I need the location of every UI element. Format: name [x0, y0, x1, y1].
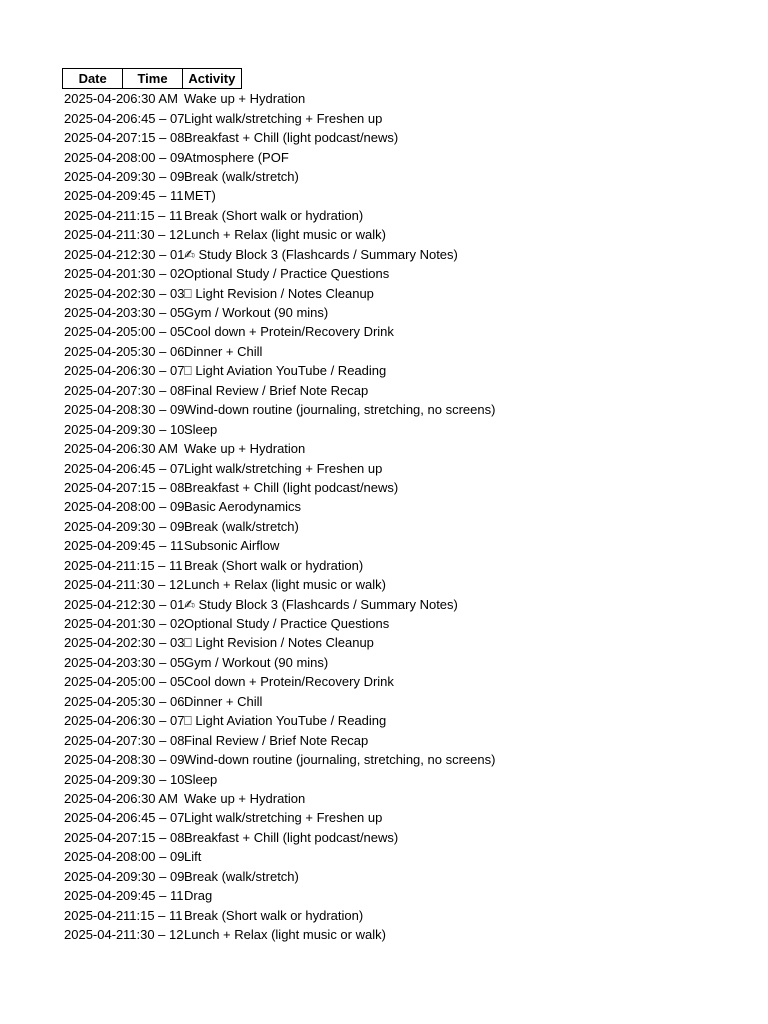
time-cell: 07:30 – 08: [123, 733, 184, 747]
date-cell: 2025-04-2: [64, 325, 123, 339]
time-cell: 07:15 – 08: [123, 131, 184, 145]
header-time: Time: [123, 69, 182, 88]
time-cell: 06:30 AM: [123, 442, 178, 456]
activity-cell: Optional Study / Practice Questions: [184, 266, 390, 282]
time-cell: 11:30 – 12: [123, 928, 184, 942]
activity-cell: Drag: [184, 888, 213, 904]
activity-cell: ⎕ Light Revision / Notes Cleanup: [184, 285, 374, 301]
table-row: [62, 361, 722, 380]
table-row: [62, 458, 722, 477]
table-row: [62, 556, 722, 575]
date-cell: 2025-04-2: [64, 655, 123, 669]
activity-cell: Atmosphere (POF: [184, 149, 289, 165]
table-row: [62, 303, 722, 322]
time-cell: 12:30 – 01: [123, 247, 184, 261]
table-row: [62, 614, 722, 633]
table-row: [62, 400, 722, 419]
table-row: [62, 633, 722, 652]
time-cell: 05:30 – 06: [123, 694, 184, 708]
time-cell: 02:30 – 03: [123, 286, 184, 300]
table-row: [62, 692, 722, 711]
date-cell: 2025-04-2: [64, 383, 123, 397]
date-cell: 2025-04-2: [64, 830, 123, 844]
activity-cell: Lunch + Relax (light music or walk): [184, 577, 386, 593]
activity-cell: Optional Study / Practice Questions: [184, 616, 390, 632]
table-row: [62, 847, 722, 866]
activity-cell: Cool down + Protein/Recovery Drink: [184, 324, 394, 340]
date-cell: 2025-04-2: [64, 617, 123, 631]
table-row: [62, 322, 722, 341]
date-cell: 2025-04-2: [64, 150, 123, 164]
time-cell: 08:30 – 09: [123, 753, 184, 767]
time-cell: 09:30 – 10: [123, 422, 184, 436]
date-cell: 2025-04-2: [64, 772, 123, 786]
activity-cell: Lift: [184, 849, 202, 865]
date-cell: 2025-04-2: [64, 286, 123, 300]
time-cell: 06:45 – 07: [123, 461, 184, 475]
table-row: [62, 905, 722, 924]
time-cell: 09:45 – 11: [123, 889, 184, 903]
date-cell: 2025-04-2: [64, 928, 123, 942]
schedule-sheet: [62, 68, 722, 944]
activity-cell: Sleep: [184, 421, 218, 437]
date-cell: 2025-04-2: [64, 519, 123, 533]
time-cell: 09:30 – 10: [123, 772, 184, 786]
activity-cell: Light walk/stretching + Freshen up: [184, 460, 383, 476]
header-date: Date: [63, 69, 123, 88]
table-row: [62, 886, 722, 905]
table-row: [62, 711, 722, 730]
time-cell: 01:30 – 02: [123, 267, 184, 281]
activity-cell: Gym / Workout (90 mins): [184, 654, 329, 670]
table-row: [62, 653, 722, 672]
activity-cell: Wake up + Hydration: [184, 790, 306, 806]
date-cell: 2025-04-2: [64, 694, 123, 708]
activity-cell: Gym / Workout (90 mins): [184, 305, 329, 321]
date-cell: 2025-04-2: [64, 733, 123, 747]
date-cell: 2025-04-2: [64, 908, 123, 922]
time-cell: 08:00 – 09: [123, 500, 184, 514]
activity-cell: Breakfast + Chill (light podcast/news): [184, 130, 399, 146]
date-cell: 2025-04-2: [64, 811, 123, 825]
activity-cell: Wind-down routine (journaling, stretching, no screens): [184, 752, 496, 768]
activity-cell: Break (walk/stretch): [184, 868, 299, 884]
time-cell: 09:45 – 11: [123, 539, 184, 553]
table-row: [62, 517, 722, 536]
activity-cell: Break (Short walk or hydration): [184, 557, 364, 573]
time-cell: 07:15 – 08: [123, 480, 184, 494]
date-cell: 2025-04-2: [64, 791, 123, 805]
time-cell: 02:30 – 03: [123, 636, 184, 650]
date-cell: 2025-04-2: [64, 422, 123, 436]
time-cell: 06:30 – 07: [123, 714, 184, 728]
activity-cell: Light walk/stretching + Freshen up: [184, 810, 383, 826]
date-cell: 2025-04-2: [64, 344, 123, 358]
activity-cell: Lunch + Relax (light music or walk): [184, 927, 386, 943]
date-cell: 2025-04-2: [64, 442, 123, 456]
date-cell: 2025-04-2: [64, 403, 123, 417]
activity-cell: Wake up + Hydration: [184, 91, 306, 107]
date-cell: 2025-04-2: [64, 558, 123, 572]
table-row: [62, 381, 722, 400]
table-row: [62, 439, 722, 458]
table-row: [62, 147, 722, 166]
table-row: [62, 225, 722, 244]
date-cell: 2025-04-2: [64, 306, 123, 320]
activity-cell: Break (Short walk or hydration): [184, 207, 364, 223]
time-cell: 06:30 – 07: [123, 364, 184, 378]
activity-cell: Wake up + Hydration: [184, 441, 306, 457]
activity-cell: ⎕ Light Revision / Notes Cleanup: [184, 635, 374, 651]
activity-cell: Dinner + Chill: [184, 343, 263, 359]
table-row: [62, 769, 722, 788]
time-cell: 05:00 – 05: [123, 325, 184, 339]
table-row: [62, 594, 722, 613]
date-cell: 2025-04-2: [64, 597, 123, 611]
activity-cell: Final Review / Brief Note Recap: [184, 732, 369, 748]
activity-cell: Wind-down routine (journaling, stretching, no screens): [184, 402, 496, 418]
date-cell: 2025-04-2: [64, 714, 123, 728]
activity-cell: ✍ Study Block 3 (Flashcards / Summary Notes): [184, 246, 458, 262]
header-activity: Activity: [188, 71, 236, 86]
time-cell: 08:00 – 09: [123, 150, 184, 164]
table-row: [62, 730, 722, 749]
table-row: [62, 419, 722, 438]
table-row: [62, 750, 722, 769]
time-cell: 03:30 – 05: [123, 306, 184, 320]
time-cell: 11:30 – 12: [123, 578, 184, 592]
time-cell: 09:45 – 11: [123, 189, 184, 203]
table-row: [62, 478, 722, 497]
activity-cell: Final Review / Brief Note Recap: [184, 382, 369, 398]
table-body: [62, 89, 722, 944]
table-row: [62, 283, 722, 302]
table-row: [62, 128, 722, 147]
time-cell: 11:15 – 11: [123, 558, 183, 572]
activity-cell: ⎕ Light Aviation YouTube / Reading: [184, 363, 387, 379]
date-cell: 2025-04-2: [64, 247, 123, 261]
table-row: [62, 89, 722, 108]
time-cell: 11:30 – 12: [123, 228, 184, 242]
activity-cell: Break (Short walk or hydration): [184, 907, 364, 923]
table-row: [62, 497, 722, 516]
table-row: [62, 264, 722, 283]
table-row: [62, 828, 722, 847]
date-cell: 2025-04-2: [64, 480, 123, 494]
date-cell: 2025-04-2: [64, 500, 123, 514]
activity-cell: Sleep: [184, 771, 218, 787]
date-cell: 2025-04-2: [64, 753, 123, 767]
time-cell: 06:30 AM: [123, 791, 178, 805]
activity-cell: Breakfast + Chill (light podcast/news): [184, 829, 399, 845]
date-cell: 2025-04-2: [64, 208, 123, 222]
activity-cell: MET): [184, 188, 216, 204]
date-cell: 2025-04-2: [64, 578, 123, 592]
date-cell: 2025-04-2: [64, 92, 123, 106]
table-row: [62, 167, 722, 186]
time-cell: 06:30 AM: [123, 92, 178, 106]
activity-cell: ⎕ Light Aviation YouTube / Reading: [184, 713, 387, 729]
time-cell: 09:30 – 09: [123, 169, 184, 183]
time-cell: 01:30 – 02: [123, 617, 184, 631]
date-cell: 2025-04-2: [64, 539, 123, 553]
activity-cell: Break (walk/stretch): [184, 168, 299, 184]
activity-cell: Dinner + Chill: [184, 693, 263, 709]
time-cell: 11:15 – 11: [123, 908, 183, 922]
date-cell: 2025-04-2: [64, 675, 123, 689]
time-cell: 11:15 – 11: [123, 208, 183, 222]
activity-cell: Breakfast + Chill (light podcast/news): [184, 479, 399, 495]
time-cell: 06:45 – 07: [123, 111, 184, 125]
time-cell: 09:30 – 09: [123, 869, 184, 883]
time-cell: 07:30 – 08: [123, 383, 184, 397]
date-cell: 2025-04-2: [64, 228, 123, 242]
activity-cell: Lunch + Relax (light music or walk): [184, 227, 386, 243]
table-row: [62, 672, 722, 691]
table-header: [62, 68, 242, 89]
activity-cell: Cool down + Protein/Recovery Drink: [184, 674, 394, 690]
time-cell: 08:30 – 09: [123, 403, 184, 417]
table-row: [62, 789, 722, 808]
date-cell: 2025-04-2: [64, 461, 123, 475]
activity-cell: Subsonic Airflow: [184, 538, 280, 554]
time-cell: 06:45 – 07: [123, 811, 184, 825]
date-cell: 2025-04-2: [64, 189, 123, 203]
table-row: [62, 108, 722, 127]
date-cell: 2025-04-2: [64, 131, 123, 145]
date-cell: 2025-04-2: [64, 636, 123, 650]
time-cell: 08:00 – 09: [123, 850, 184, 864]
date-cell: 2025-04-2: [64, 364, 123, 378]
table-row: [62, 575, 722, 594]
table-row: [62, 925, 722, 944]
activity-cell: Basic Aerodynamics: [184, 499, 302, 515]
activity-cell: ✍ Study Block 3 (Flashcards / Summary Notes): [184, 596, 458, 612]
date-cell: 2025-04-2: [64, 869, 123, 883]
activity-cell: Light walk/stretching + Freshen up: [184, 110, 383, 126]
table-row: [62, 186, 722, 205]
time-cell: 03:30 – 05: [123, 655, 184, 669]
date-cell: 2025-04-2: [64, 169, 123, 183]
table-row: [62, 867, 722, 886]
table-row: [62, 206, 722, 225]
time-cell: 05:30 – 06: [123, 344, 184, 358]
table-row: [62, 536, 722, 555]
time-cell: 07:15 – 08: [123, 830, 184, 844]
date-cell: 2025-04-2: [64, 111, 123, 125]
time-cell: 05:00 – 05: [123, 675, 184, 689]
time-cell: 12:30 – 01: [123, 597, 184, 611]
table-row: [62, 342, 722, 361]
date-cell: 2025-04-2: [64, 850, 123, 864]
activity-cell: Break (walk/stretch): [184, 518, 299, 534]
date-cell: 2025-04-2: [64, 889, 123, 903]
time-cell: 09:30 – 09: [123, 519, 184, 533]
date-cell: 2025-04-2: [64, 267, 123, 281]
table-row: [62, 808, 722, 827]
table-row: [62, 245, 722, 264]
